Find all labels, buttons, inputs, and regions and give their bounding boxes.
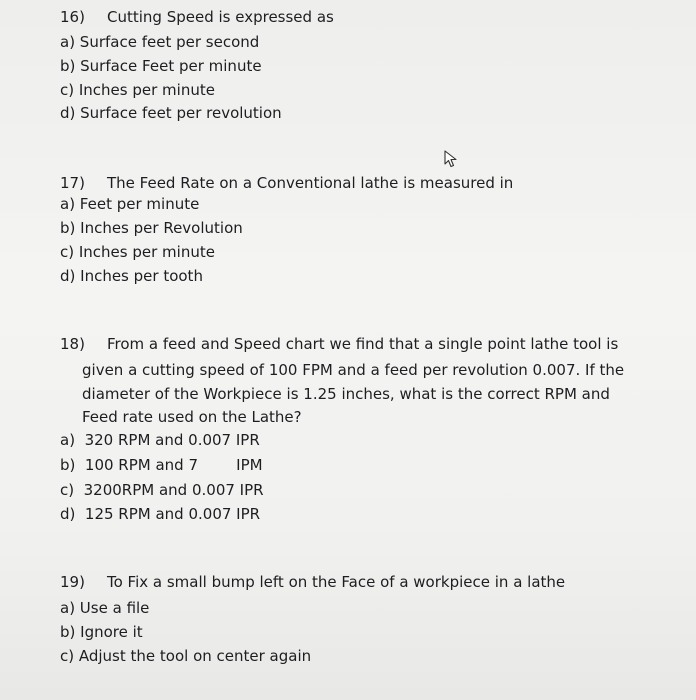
question-number: 19) [60,573,85,591]
mouse-pointer-icon [443,150,459,168]
question-prompt-line: given a cutting speed of 100 FPM and a feed per revolution 0.007. If the [82,361,625,379]
question-prompt-line: From a feed and Speed chart we find that a single point lathe tool is [107,335,619,353]
answer-option-a[interactable]: a) Feet per minute [60,195,200,213]
question-header [60,174,513,192]
question-number: 17) [60,174,85,192]
answer-option-c[interactable]: c) 3200RPM and 0.007 IPR [60,481,264,499]
answer-option-d[interactable]: d) Inches per tooth [60,267,203,285]
answer-option-c[interactable]: c) Adjust the tool on center again [60,647,312,665]
question-prompt: Cutting Speed is expressed as [107,8,334,26]
answer-option-d[interactable]: d) Surface feet per revolution [60,104,282,122]
question-header [60,573,565,591]
answer-option-b[interactable]: b) 100 RPM and 7 IPM [60,456,263,474]
answer-option-a[interactable]: a) Surface feet per second [60,33,260,51]
question-prompt: To Fix a small bump left on the Face of a workpiece in a lathe [107,573,566,591]
question-header [60,335,618,353]
question-number: 18) [60,335,85,353]
question-prompt-line: diameter of the Workpiece is 1.25 inches, what is the correct RPM and [82,385,610,403]
answer-option-c[interactable]: c) Inches per minute [60,243,215,261]
question-prompt: The Feed Rate on a Conventional lathe is measured in [107,174,514,192]
question-number: 16) [60,8,85,26]
answer-option-a[interactable]: a) 320 RPM and 0.007 IPR [60,431,260,449]
answer-option-d[interactable]: d) 125 RPM and 0.007 IPR [60,505,261,523]
question-prompt-line: Feed rate used on the Lathe? [82,408,302,426]
answer-option-b[interactable]: b) Surface Feet per minute [60,57,262,75]
answer-option-c[interactable]: c) Inches per minute [60,81,215,99]
answer-option-b[interactable]: b) Inches per Revolution [60,219,243,237]
question-header [60,8,334,26]
answer-option-a[interactable]: a) Use a file [60,599,150,617]
answer-option-b[interactable]: b) Ignore it [60,623,143,641]
